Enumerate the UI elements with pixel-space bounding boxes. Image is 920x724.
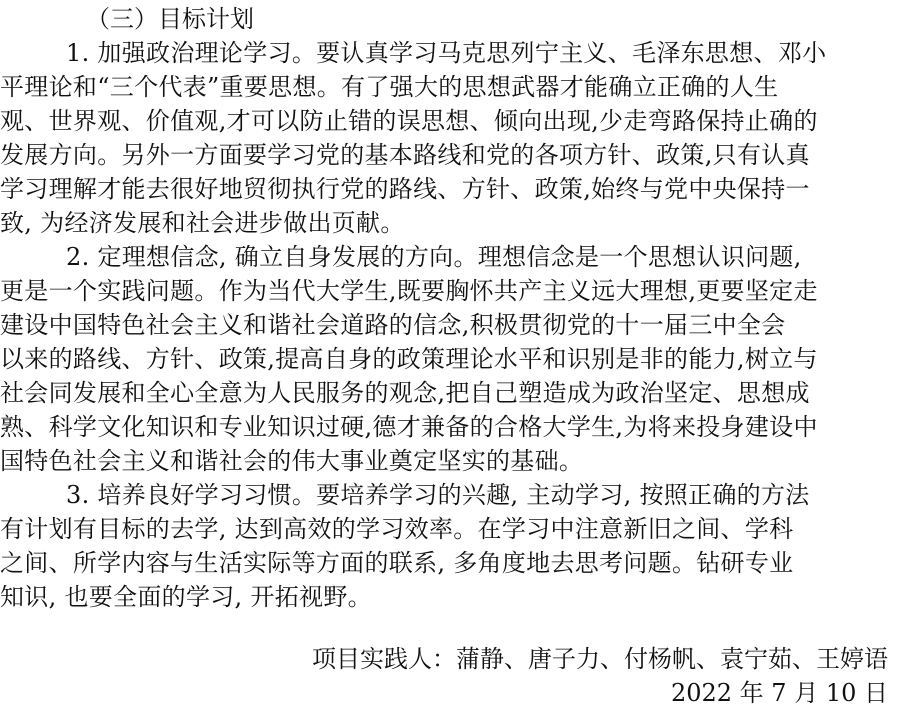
body-text — [0, 36, 920, 614]
paragraph-line: 熟、科学文化知识和专业知识过硬,德才兼备的合格大学生,为将来投身建设中 — [0, 413, 818, 441]
paragraph-2 — [0, 240, 920, 478]
date-line: 2022 年 7 月 10 日 — [670, 679, 888, 707]
paragraph-line: 致, 为经济发展和社会进步做出页献。 — [0, 209, 405, 237]
paragraph-line: 国特色社会主义和谐社会的伟大事业奠定坚实的基础。 — [0, 447, 584, 475]
paragraph-line: 以来的路线、方针、政策,提高自身的政策理论水平和识别是非的能力,树立与 — [0, 345, 818, 373]
paragraph-line: 建设中国特色社会主义和谐社会道路的信念,积极贯彻党的十一届三中全会 — [0, 311, 786, 339]
paragraph-line: 社会同发展和全心全意为人民服务的观念,把自己塑造成为政治坚定、思想成 — [0, 379, 810, 407]
paragraph-line: 之间、所学内容与生活实际等方面的联系, 多角度地去思考问题。钻研专业 — [0, 549, 794, 577]
paragraph-line: 知识, 也要全面的学习, 开拓视野。 — [0, 583, 372, 611]
paragraph-line: 更是一个实践问题。作为当代大学生,既要胸怀共产主义远大理想,更要坚定走 — [0, 277, 818, 305]
paragraph-line: 观、世界观、价值观,才可以防止错的误思想、倾向出现,少走弯路保持止确的 — [0, 107, 818, 135]
paragraph-line: 1. 加强政治理论学习。要认真学习马克思列宁主义、毛泽东思想、邓小 — [66, 39, 827, 67]
paragraph-line: 平理论和“三个代表”重要思想。有了强大的思想武器才能确立正确的人生 — [0, 73, 779, 101]
section-heading: （三）目标计划 — [86, 5, 254, 33]
paragraph-line: 2. 定理想信念, 确立自身发展的方向。理想信念是一个思想认识问题, — [66, 243, 802, 271]
signature-line: 项目实践人：蒲静、唐子力、付杨帆、袁宁茹、王婷语 — [312, 645, 888, 673]
paragraph-line: 发展方向。另外一方面要学习党的基本路线和党的各项方针、政策,只有认真 — [0, 141, 810, 169]
paragraph-3 — [0, 478, 920, 614]
paragraph-line: 学习理解才能去很好地贸彻执行党的路线、方针、政策,始终与党中央保持一 — [0, 175, 810, 203]
paragraph-line: 有计划有目标的去学, 达到高效的学习效率。在学习中注意新旧之间、学科 — [0, 515, 794, 543]
paragraph-1 — [0, 36, 920, 240]
paragraph-line: 3. 培养良好学习习惯。要培养学习的兴趣, 主动学习, 按照正确的方法 — [66, 481, 810, 509]
